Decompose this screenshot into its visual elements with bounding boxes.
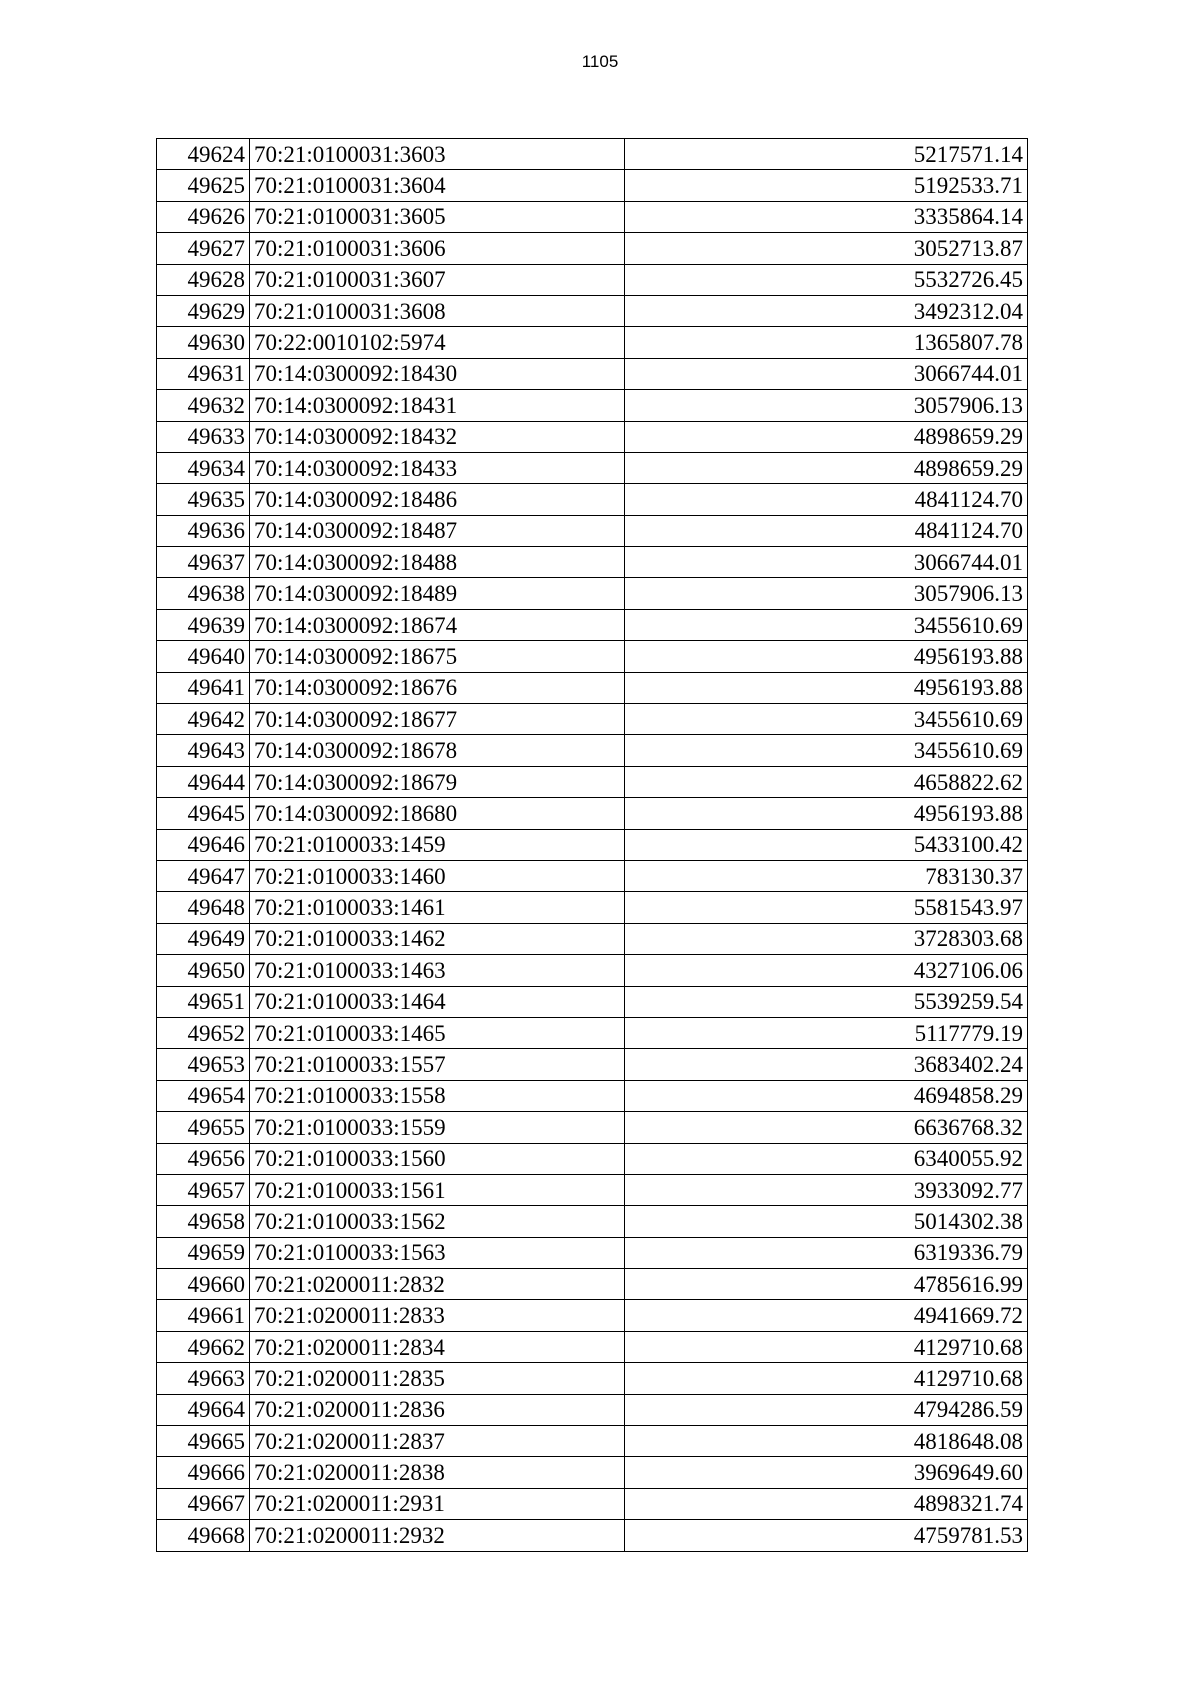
row-number-cell: 49642: [157, 704, 250, 735]
table-row: [157, 170, 1028, 201]
cadastral-number-cell: 70:21:0100033:1557: [250, 1049, 625, 1080]
table-row: [157, 233, 1028, 264]
row-number-cell: 49641: [157, 672, 250, 703]
row-number-cell: 49631: [157, 358, 250, 389]
table-row: [157, 1080, 1028, 1111]
cadastral-value-cell: 5532726.45: [625, 264, 1028, 295]
cadastral-value-cell: 4898659.29: [625, 421, 1028, 452]
cadastral-value-cell: 3492312.04: [625, 295, 1028, 326]
cadastral-number-cell: 70:21:0100031:3606: [250, 233, 625, 264]
table-row: [157, 609, 1028, 640]
row-number-cell: 49646: [157, 829, 250, 860]
row-number-cell: 49662: [157, 1331, 250, 1362]
cadastral-value-cell: 3455610.69: [625, 704, 1028, 735]
cadastral-value-cell: 4129710.68: [625, 1331, 1028, 1362]
cadastral-number-cell: 70:14:0300092:18433: [250, 452, 625, 483]
table-row: [157, 547, 1028, 578]
row-number-cell: 49634: [157, 452, 250, 483]
table-row: [157, 1017, 1028, 1048]
cadastral-value-cell: 3455610.69: [625, 735, 1028, 766]
table-row: [157, 1143, 1028, 1174]
row-number-cell: 49628: [157, 264, 250, 295]
cadastral-number-cell: 70:14:0300092:18489: [250, 578, 625, 609]
cadastral-number-cell: 70:21:0100033:1559: [250, 1112, 625, 1143]
cadastral-number-cell: 70:21:0100033:1459: [250, 829, 625, 860]
cadastral-value-cell: 3057906.13: [625, 390, 1028, 421]
cadastral-value-cell: 5581543.97: [625, 892, 1028, 923]
cadastral-number-cell: 70:21:0100031:3603: [250, 139, 625, 170]
cadastral-value-cell: 5192533.71: [625, 170, 1028, 201]
table-row: [157, 892, 1028, 923]
table-row: [157, 1049, 1028, 1080]
row-number-cell: 49648: [157, 892, 250, 923]
row-number-cell: 49655: [157, 1112, 250, 1143]
cadastral-value-cell: 1365807.78: [625, 327, 1028, 358]
cadastral-number-cell: 70:21:0200011:2832: [250, 1269, 625, 1300]
cadastral-value-cell: 4818648.08: [625, 1426, 1028, 1457]
cadastral-value-cell: 4759781.53: [625, 1520, 1028, 1551]
table-row: [157, 1269, 1028, 1300]
cadastral-value-cell: 4785616.99: [625, 1269, 1028, 1300]
row-number-cell: 49666: [157, 1457, 250, 1488]
table-row: [157, 1394, 1028, 1425]
table-row: [157, 1331, 1028, 1362]
cadastral-number-cell: 70:22:0010102:5974: [250, 327, 625, 358]
cadastral-number-cell: 70:21:0200011:2836: [250, 1394, 625, 1425]
cadastral-number-cell: 70:14:0300092:18675: [250, 641, 625, 672]
table-row: [157, 358, 1028, 389]
row-number-cell: 49664: [157, 1394, 250, 1425]
cadastral-number-cell: 70:21:0100033:1562: [250, 1206, 625, 1237]
cadastral-number-cell: 70:21:0100033:1462: [250, 923, 625, 954]
cadastral-value-cell: 4956193.88: [625, 641, 1028, 672]
row-number-cell: 49625: [157, 170, 250, 201]
cadastral-value-cell: 4841124.70: [625, 484, 1028, 515]
cadastral-value-cell: 3057906.13: [625, 578, 1028, 609]
table-row: [157, 766, 1028, 797]
table-row: [157, 327, 1028, 358]
cadastral-number-cell: 70:21:0100033:1560: [250, 1143, 625, 1174]
table-row: [157, 860, 1028, 891]
cadastral-number-cell: 70:21:0200011:2835: [250, 1363, 625, 1394]
table-row: [157, 139, 1028, 170]
cadastral-value-cell: 3455610.69: [625, 609, 1028, 640]
cadastral-number-cell: 70:21:0200011:2932: [250, 1520, 625, 1551]
table-row: [157, 1457, 1028, 1488]
cadastral-number-cell: 70:14:0300092:18678: [250, 735, 625, 766]
row-number-cell: 49660: [157, 1269, 250, 1300]
cadastral-number-cell: 70:21:0200011:2837: [250, 1426, 625, 1457]
row-number-cell: 49624: [157, 139, 250, 170]
cadastral-number-cell: 70:14:0300092:18679: [250, 766, 625, 797]
table-row: [157, 201, 1028, 232]
cadastral-number-cell: 70:21:0100031:3607: [250, 264, 625, 295]
cadastral-value-cell: 4327106.06: [625, 955, 1028, 986]
row-number-cell: 49639: [157, 609, 250, 640]
cadastral-number-cell: 70:21:0100033:1558: [250, 1080, 625, 1111]
table-row: [157, 1300, 1028, 1331]
row-number-cell: 49657: [157, 1174, 250, 1205]
row-number-cell: 49637: [157, 547, 250, 578]
cadastral-value-cell: 3052713.87: [625, 233, 1028, 264]
table-row: [157, 1363, 1028, 1394]
table-row: [157, 735, 1028, 766]
cadastral-value-cell: 4898659.29: [625, 452, 1028, 483]
cadastral-value-cell: 3066744.01: [625, 547, 1028, 578]
row-number-cell: 49635: [157, 484, 250, 515]
table-row: [157, 452, 1028, 483]
row-number-cell: 49644: [157, 766, 250, 797]
table-row: [157, 1488, 1028, 1519]
row-number-cell: 49650: [157, 955, 250, 986]
cadastral-value-cell: 4694858.29: [625, 1080, 1028, 1111]
table-row: [157, 578, 1028, 609]
table-row: [157, 955, 1028, 986]
cadastral-value-cell: 3066744.01: [625, 358, 1028, 389]
row-number-cell: 49649: [157, 923, 250, 954]
cadastral-value-cell: 5539259.54: [625, 986, 1028, 1017]
table-row: [157, 264, 1028, 295]
cadastral-value-cell: 4129710.68: [625, 1363, 1028, 1394]
row-number-cell: 49653: [157, 1049, 250, 1080]
row-number-cell: 49661: [157, 1300, 250, 1331]
cadastral-number-cell: 70:14:0300092:18674: [250, 609, 625, 640]
registry-table: [156, 138, 1028, 1552]
row-number-cell: 49638: [157, 578, 250, 609]
row-number-cell: 49656: [157, 1143, 250, 1174]
table-row: [157, 1520, 1028, 1551]
row-number-cell: 49651: [157, 986, 250, 1017]
page-number: 1105: [581, 52, 619, 71]
cadastral-number-cell: 70:14:0300092:18487: [250, 515, 625, 546]
registry-table-body: [157, 139, 1028, 1552]
row-number-cell: 49632: [157, 390, 250, 421]
cadastral-value-cell: 6636768.32: [625, 1112, 1028, 1143]
cadastral-number-cell: 70:21:0100031:3605: [250, 201, 625, 232]
cadastral-value-cell: 3933092.77: [625, 1174, 1028, 1205]
cadastral-value-cell: 4956193.88: [625, 672, 1028, 703]
table-row: [157, 390, 1028, 421]
cadastral-number-cell: 70:14:0300092:18488: [250, 547, 625, 578]
cadastral-number-cell: 70:21:0100031:3604: [250, 170, 625, 201]
cadastral-number-cell: 70:14:0300092:18486: [250, 484, 625, 515]
cadastral-value-cell: 783130.37: [625, 860, 1028, 891]
row-number-cell: 49658: [157, 1206, 250, 1237]
row-number-cell: 49659: [157, 1237, 250, 1268]
cadastral-number-cell: 70:21:0200011:2834: [250, 1331, 625, 1362]
cadastral-number-cell: 70:21:0100033:1563: [250, 1237, 625, 1268]
row-number-cell: 49663: [157, 1363, 250, 1394]
row-number-cell: 49630: [157, 327, 250, 358]
cadastral-number-cell: 70:21:0200011:2931: [250, 1488, 625, 1519]
cadastral-value-cell: 3969649.60: [625, 1457, 1028, 1488]
row-number-cell: 49665: [157, 1426, 250, 1457]
cadastral-value-cell: 4898321.74: [625, 1488, 1028, 1519]
cadastral-number-cell: 70:21:0200011:2838: [250, 1457, 625, 1488]
table-row: [157, 1112, 1028, 1143]
table-row: [157, 986, 1028, 1017]
table-row: [157, 1206, 1028, 1237]
table-row: [157, 1237, 1028, 1268]
table-row: [157, 923, 1028, 954]
cadastral-value-cell: 3728303.68: [625, 923, 1028, 954]
table-row: [157, 829, 1028, 860]
cadastral-number-cell: 70:14:0300092:18432: [250, 421, 625, 452]
cadastral-value-cell: 3683402.24: [625, 1049, 1028, 1080]
table-row: [157, 672, 1028, 703]
row-number-cell: 49627: [157, 233, 250, 264]
cadastral-value-cell: 4794286.59: [625, 1394, 1028, 1425]
row-number-cell: 49652: [157, 1017, 250, 1048]
cadastral-number-cell: 70:21:0100033:1461: [250, 892, 625, 923]
cadastral-number-cell: 70:14:0300092:18430: [250, 358, 625, 389]
cadastral-value-cell: 5014302.38: [625, 1206, 1028, 1237]
cadastral-value-cell: 6319336.79: [625, 1237, 1028, 1268]
cadastral-value-cell: 3335864.14: [625, 201, 1028, 232]
cadastral-number-cell: 70:14:0300092:18680: [250, 798, 625, 829]
row-number-cell: 49645: [157, 798, 250, 829]
table-row: [157, 421, 1028, 452]
cadastral-value-cell: 4841124.70: [625, 515, 1028, 546]
table-row: [157, 295, 1028, 326]
cadastral-value-cell: 4941669.72: [625, 1300, 1028, 1331]
row-number-cell: 49654: [157, 1080, 250, 1111]
cadastral-number-cell: 70:21:0100033:1460: [250, 860, 625, 891]
cadastral-number-cell: 70:14:0300092:18676: [250, 672, 625, 703]
cadastral-value-cell: 5433100.42: [625, 829, 1028, 860]
cadastral-number-cell: 70:21:0100031:3608: [250, 295, 625, 326]
cadastral-number-cell: 70:14:0300092:18677: [250, 704, 625, 735]
table-row: [157, 1426, 1028, 1457]
row-number-cell: 49643: [157, 735, 250, 766]
row-number-cell: 49647: [157, 860, 250, 891]
row-number-cell: 49667: [157, 1488, 250, 1519]
cadastral-number-cell: 70:21:0200011:2833: [250, 1300, 625, 1331]
cadastral-value-cell: 5117779.19: [625, 1017, 1028, 1048]
table-row: [157, 484, 1028, 515]
row-number-cell: 49636: [157, 515, 250, 546]
table-row: [157, 641, 1028, 672]
cadastral-number-cell: 70:21:0100033:1561: [250, 1174, 625, 1205]
cadastral-value-cell: 5217571.14: [625, 139, 1028, 170]
cadastral-value-cell: 4658822.62: [625, 766, 1028, 797]
row-number-cell: 49640: [157, 641, 250, 672]
cadastral-number-cell: 70:21:0100033:1463: [250, 955, 625, 986]
row-number-cell: 49626: [157, 201, 250, 232]
table-row: [157, 515, 1028, 546]
cadastral-value-cell: 4956193.88: [625, 798, 1028, 829]
cadastral-number-cell: 70:21:0100033:1465: [250, 1017, 625, 1048]
table-row: [157, 1174, 1028, 1205]
row-number-cell: 49668: [157, 1520, 250, 1551]
table-row: [157, 798, 1028, 829]
row-number-cell: 49629: [157, 295, 250, 326]
table-row: [157, 704, 1028, 735]
cadastral-number-cell: 70:14:0300092:18431: [250, 390, 625, 421]
row-number-cell: 49633: [157, 421, 250, 452]
cadastral-value-cell: 6340055.92: [625, 1143, 1028, 1174]
cadastral-number-cell: 70:21:0100033:1464: [250, 986, 625, 1017]
